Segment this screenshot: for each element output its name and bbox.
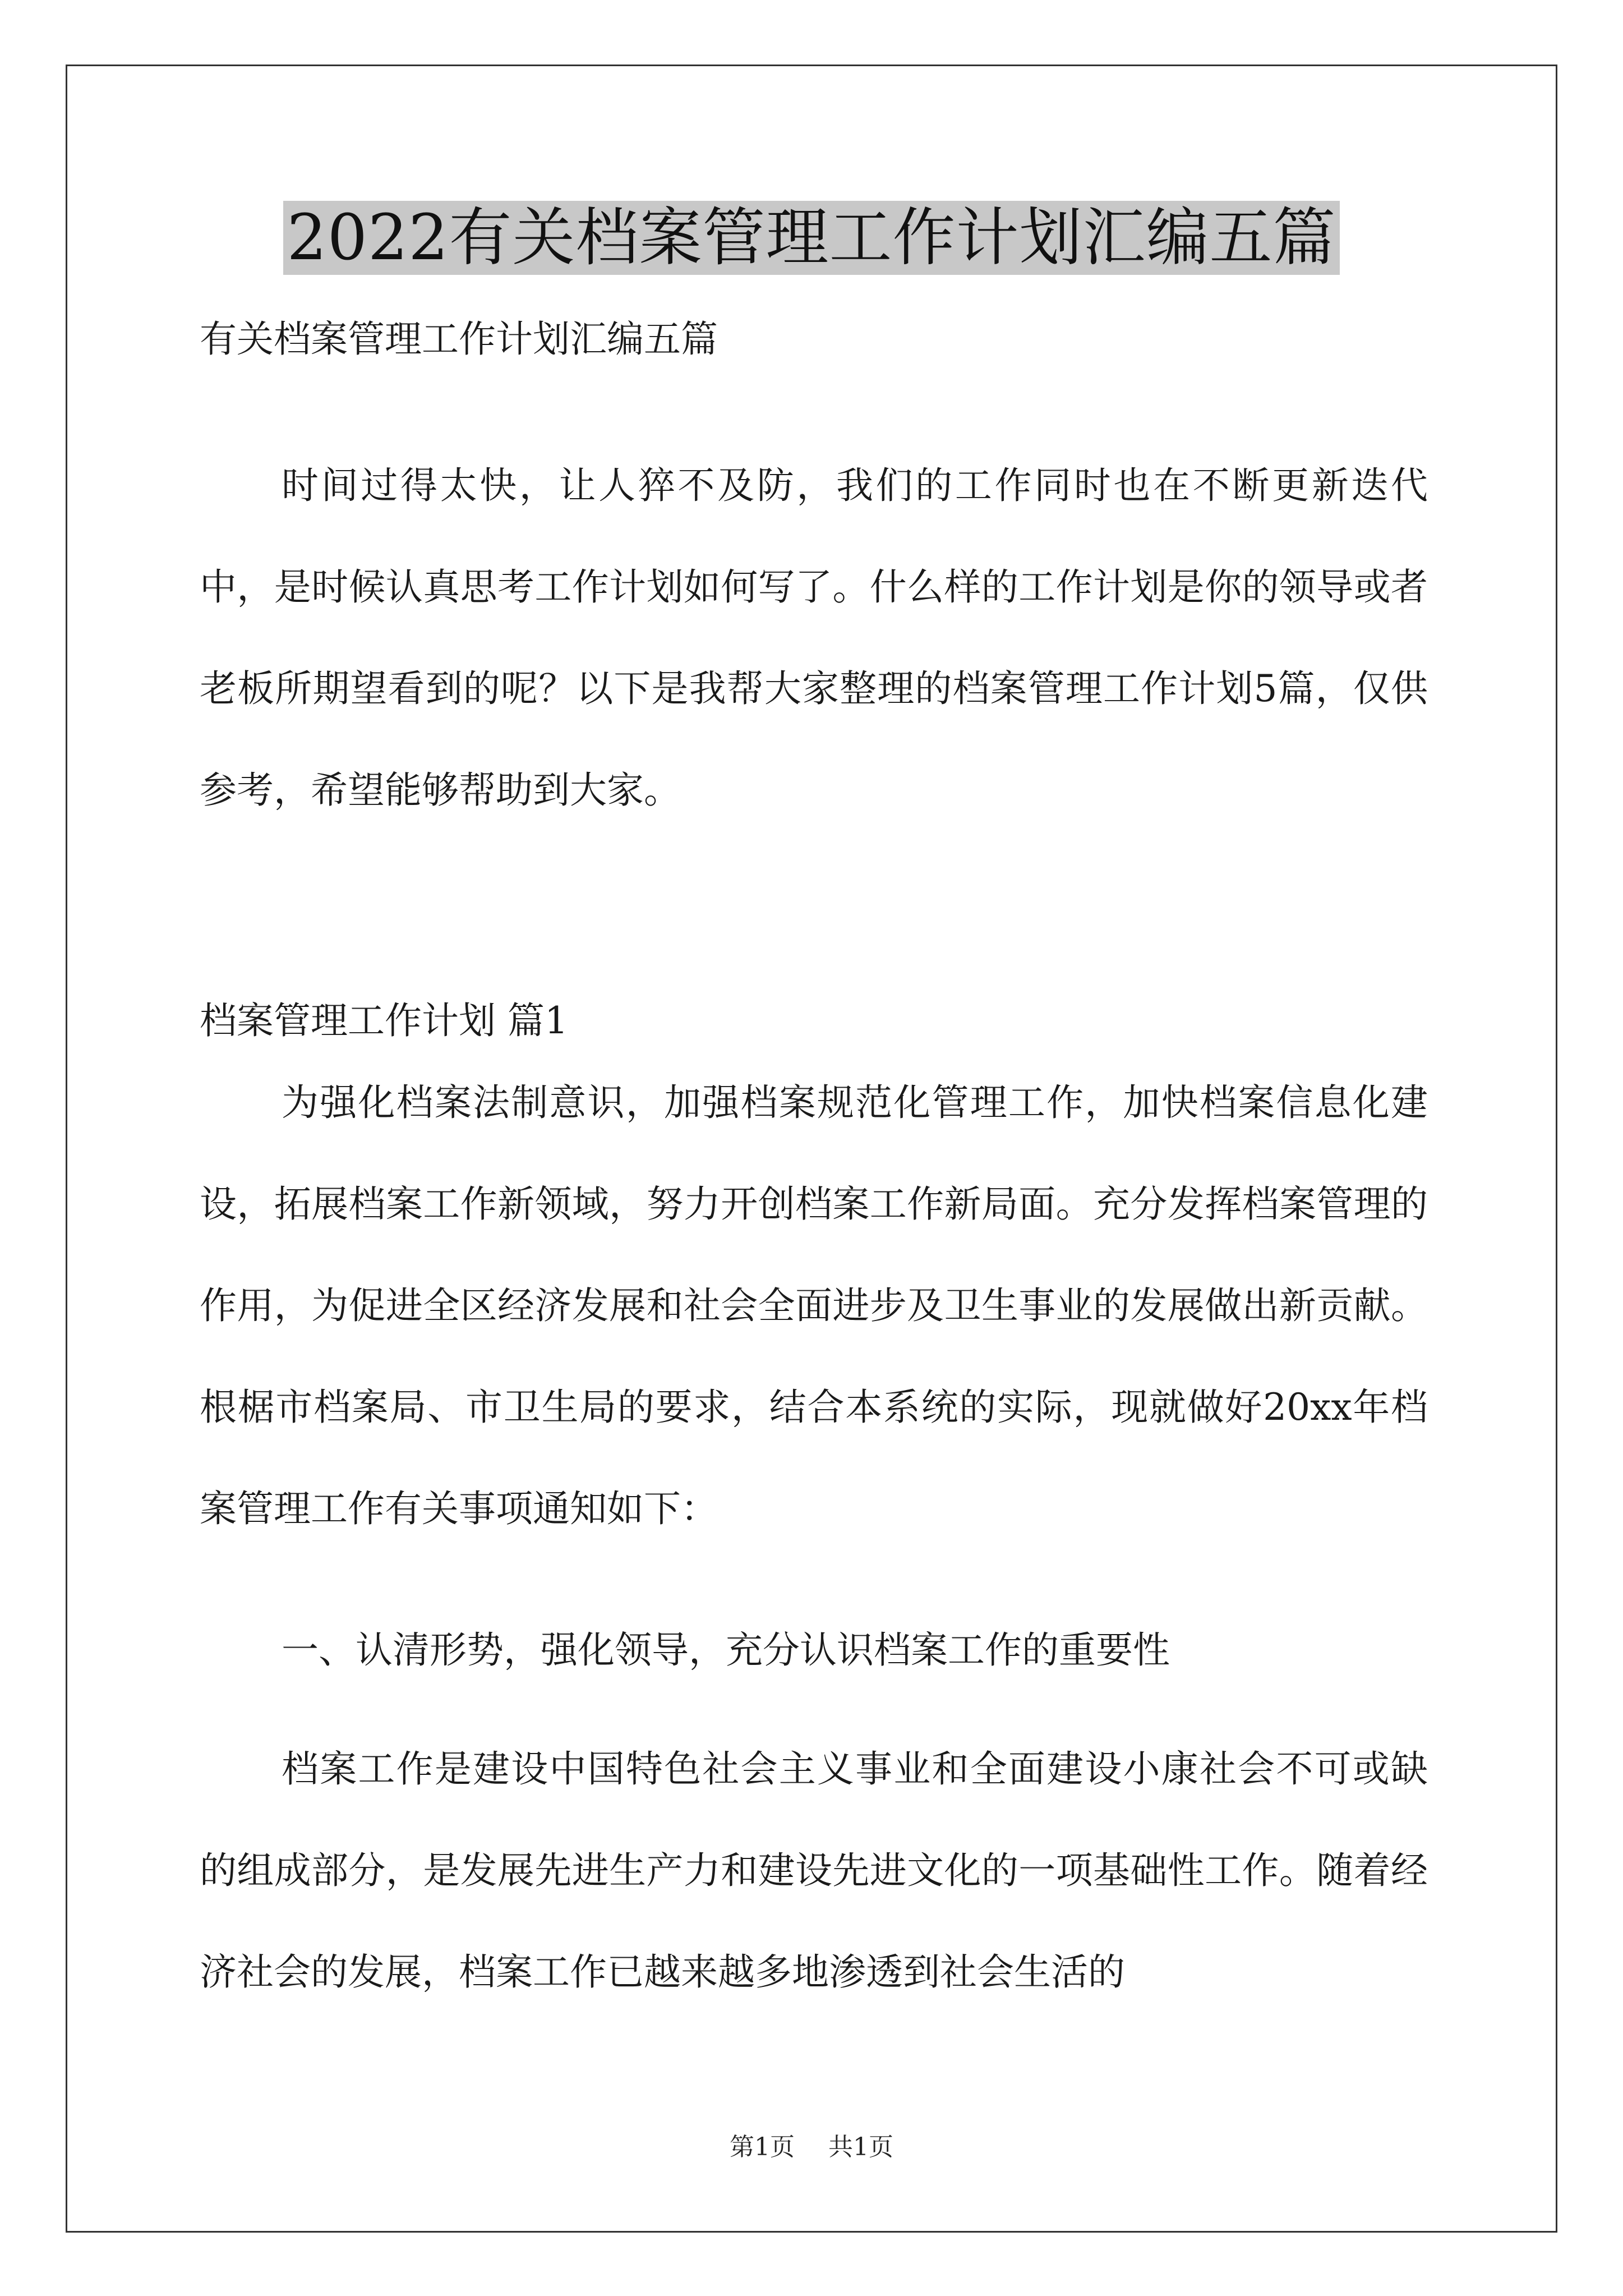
- point-heading-1: 一、认清形势，强化领导，充分认识档案工作的重要性: [282, 1628, 1170, 1672]
- title-wrapper: [0, 201, 1623, 275]
- page-footer: [0, 2131, 1623, 2164]
- body-paragraph-1: 为强化档案法制意识，加强档案规范化管理工作，加快档案信息化建设，拓展档案工作新领域，努力开创档案工作新局面。充分发挥档案管理的作用，为促进全区经济发展和社会全面进步及卫生事业的发展做出新贡献。根椐市档案局、市卫生局的要求，结合本系统的实际，现就做好20xx年档案管理工作有关事项通知如下：: [200, 1081, 1428, 1530]
- document-title: 2022有关档案管理工作计划汇编五篇: [283, 201, 1339, 275]
- body-paragraph-2: 档案工作是建设中国特色社会主义事业和全面建设小康社会不可或缺的组成部分，是发展先进生产力和建设先进文化的一项基础性工作。随着经济社会的发展，档案工作已越来越多地渗透到社会生活的: [200, 1747, 1428, 1994]
- intro-paragraph: 时间过得太快，让人猝不及防，我们的工作同时也在不断更新迭代中，是时候认真思考工作计划如何写了。什么样的工作计划是你的领导或者老板所期望看到的呢？以下是我帮大家整理的档案管理工作计划5篇，仅供参考，希望能够帮助到大家。: [200, 464, 1428, 812]
- document-subtitle: 有关档案管理工作计划汇编五篇: [200, 318, 718, 361]
- section-heading: 档案管理工作计划 篇1: [200, 999, 568, 1042]
- page-total-label: 共1页: [828, 2133, 893, 2161]
- page-number-label: 第1页: [730, 2133, 795, 2161]
